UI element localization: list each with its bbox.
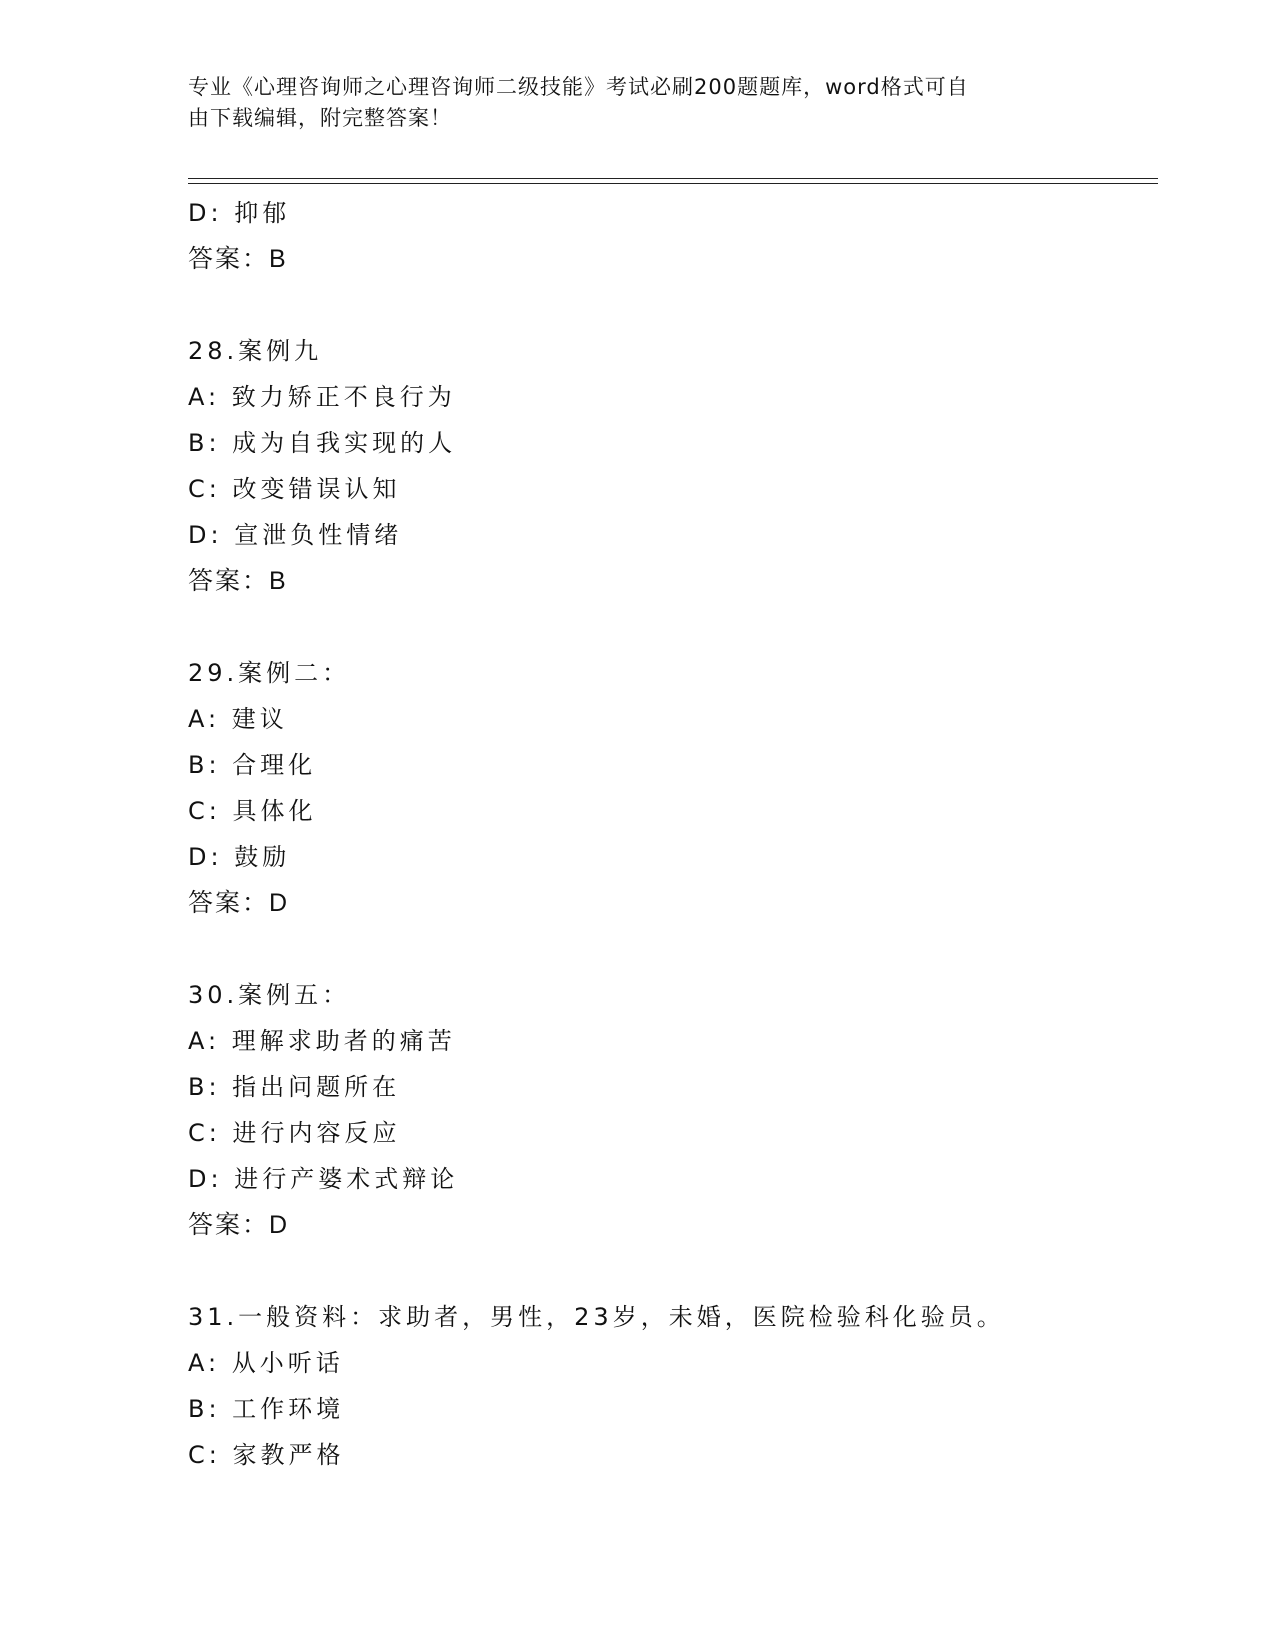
spacer (188, 926, 1148, 972)
header-rule-bottom (188, 183, 1158, 184)
option-b: B: 指出问题所在 (188, 1073, 401, 1101)
option-d: D: 宣泄负性情绪 (188, 521, 403, 549)
option-d: D: 进行产婆术式辩论 (188, 1165, 459, 1193)
option-c: C: 改变错误认知 (188, 475, 401, 503)
prev-answer: 答案：B (188, 245, 288, 273)
question-title: 30.案例五： (188, 981, 351, 1009)
option-a: A: 致力矫正不良行为 (188, 383, 456, 411)
option-a: A: 建议 (188, 705, 288, 733)
prev-option-d: D: 抑郁 (188, 199, 291, 227)
option-b: B: 合理化 (188, 751, 317, 779)
header-line-2: 由下载编辑，附完整答案！ (188, 106, 452, 130)
option-a: A: 理解求助者的痛苦 (188, 1027, 456, 1055)
answer: 答案：D (188, 889, 290, 917)
answer: 答案：B (188, 567, 288, 595)
header-line-1: 专业《心理咨询师之心理咨询师二级技能》考试必刷200题题库，word格式可自 (188, 75, 969, 99)
option-b: B: 成为自我实现的人 (188, 429, 457, 457)
option-b: B: 工作环境 (188, 1395, 345, 1423)
spacer (188, 604, 1148, 650)
spacer (188, 282, 1148, 328)
question-29 (188, 650, 1148, 926)
option-c: C: 家教严格 (188, 1441, 345, 1469)
option-c: C: 具体化 (188, 797, 317, 825)
option-d: D: 鼓励 (188, 843, 291, 871)
option-a: A: 从小听话 (188, 1349, 344, 1377)
question-28 (188, 328, 1148, 604)
question-title: 28.案例九 (188, 337, 323, 365)
spacer (188, 1248, 1148, 1294)
option-c: C: 进行内容反应 (188, 1119, 401, 1147)
question-list (188, 190, 1148, 1478)
question-title: 29.案例二： (188, 659, 351, 687)
question-30 (188, 972, 1148, 1248)
header-rule-top (188, 178, 1158, 179)
question-title: 31.一般资料：求助者，男性，23岁，未婚，医院检验科化验员。 (188, 1303, 1005, 1331)
question-31 (188, 1294, 1148, 1478)
document-header (188, 72, 1088, 134)
answer: 答案：D (188, 1211, 290, 1239)
